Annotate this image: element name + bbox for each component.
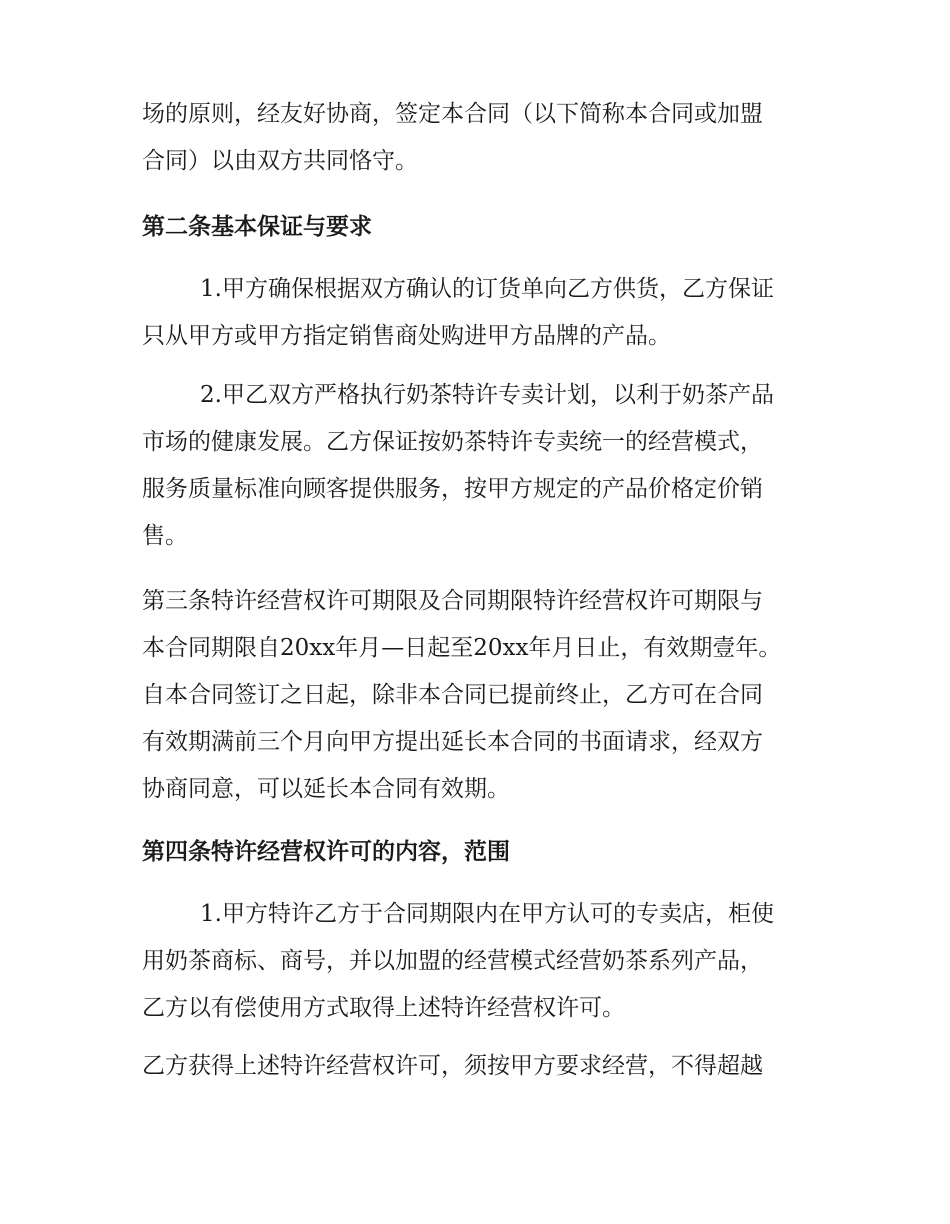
text-line: 自本合同签订之日起，除非本合同已提前终止，乙方可在合同 bbox=[142, 682, 763, 708]
text-line: 乙方以有偿使用方式取得上述特许经营权许可。 bbox=[142, 995, 625, 1021]
text-line: 第三条特许经营权许可期限及合同期限特许经营权许可期限与 bbox=[142, 588, 763, 614]
text-line: 服务质量标准向顾客提供服务，按甲方规定的产品价格定价销 bbox=[142, 476, 763, 502]
text-line: 只从甲方或甲方指定销售商处购进甲方品牌的产品。 bbox=[142, 323, 671, 349]
text-line: 1.甲方特许乙方于合同期限内在甲方认可的专卖店，柜使 bbox=[200, 901, 774, 927]
text-line: 协商同意，可以延长本合同有效期。 bbox=[142, 776, 510, 802]
article-2-item-2 bbox=[142, 372, 828, 560]
text-line: 有效期满前三个月向甲方提出延长本合同的书面请求，经双方 bbox=[142, 729, 763, 755]
text-line: 市场的健康发展。乙方保证按奶茶特许专卖统一的经营模式， bbox=[142, 429, 763, 455]
text-line: 用奶茶商标、商号，并以加盟的经营模式经营奶茶系列产品， bbox=[142, 948, 763, 974]
text-line: 2.甲乙双方严格执行奶茶特许专卖计划，以利于奶茶产品 bbox=[200, 382, 774, 408]
text-line: 1.甲方确保根据双方确认的订货单向乙方供货，乙方保证 bbox=[200, 276, 774, 302]
article-4-heading: 第四条特许经营权许可的内容，范围 bbox=[142, 838, 510, 865]
text-line: 乙方获得上述特许经营权许可，须按甲方要求经营，不得超越 bbox=[142, 1053, 763, 1079]
article-2-heading: 第二条基本保证与要求 bbox=[142, 213, 372, 240]
article-4-last-paragraph bbox=[142, 1043, 828, 1090]
article-3-paragraph bbox=[142, 578, 828, 813]
text-line: 合同）以由双方共同恪守。 bbox=[142, 148, 418, 174]
article-2-item-1 bbox=[142, 266, 828, 360]
intro-paragraph bbox=[142, 91, 828, 185]
text-line: 本合同期限自20xx年月—日起至20xx年月日止，有效期壹年。 bbox=[142, 635, 782, 661]
text-line: 场的原则，经友好协商，签定本合同（以下简称本合同或加盟 bbox=[142, 101, 763, 127]
text-line: 售。 bbox=[142, 523, 188, 549]
article-4-item-1 bbox=[142, 891, 828, 1032]
